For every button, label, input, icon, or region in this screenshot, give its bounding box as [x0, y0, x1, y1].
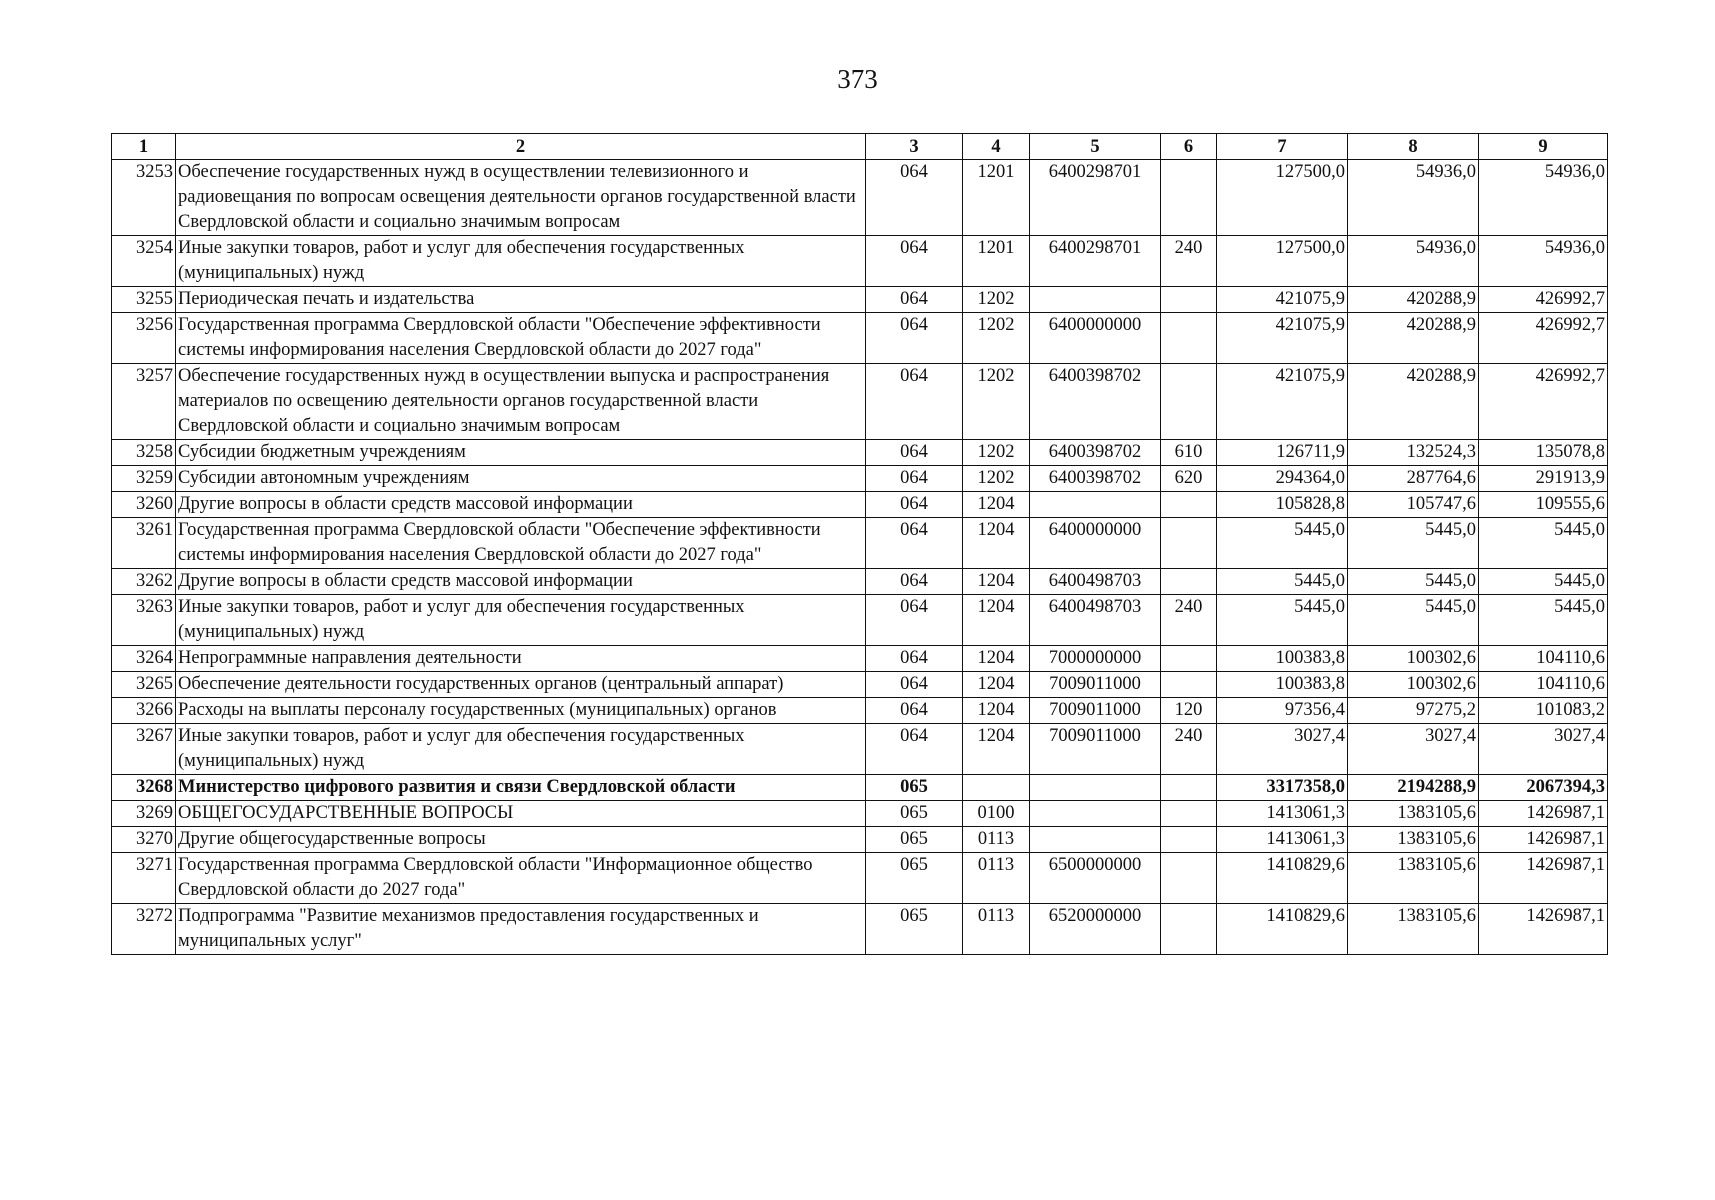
row-number-cell: 3262	[112, 569, 176, 595]
row-number-cell: 3255	[112, 287, 176, 313]
ministry-code-cell: 065	[866, 801, 963, 827]
amount-col9-cell: 54936,0	[1479, 236, 1608, 287]
amount-col9-cell: 101083,2	[1479, 698, 1608, 724]
item-name-cell: Государственная программа Свердловской области "Обеспечение эффективности системы информирования населения Свердловской области до 2027 года"	[176, 313, 866, 364]
column-header: 6	[1161, 134, 1217, 160]
column-header: 8	[1348, 134, 1479, 160]
section-code-cell: 1202	[963, 440, 1030, 466]
row-number-cell: 3257	[112, 364, 176, 440]
row-number-cell: 3256	[112, 313, 176, 364]
target-article-cell: 7009011000	[1030, 672, 1161, 698]
table-row	[112, 853, 1608, 904]
row-number-cell: 3260	[112, 492, 176, 518]
expense-type-cell: 240	[1161, 236, 1217, 287]
amount-col8-cell: 420288,9	[1348, 313, 1479, 364]
amount-col9-cell: 1426987,1	[1479, 853, 1608, 904]
target-article-cell	[1030, 775, 1161, 801]
amount-col9-cell: 104110,6	[1479, 646, 1608, 672]
amount-col8-cell: 5445,0	[1348, 569, 1479, 595]
target-article-cell: 6400498703	[1030, 569, 1161, 595]
amount-col9-cell: 3027,4	[1479, 724, 1608, 775]
section-code-cell: 1202	[963, 466, 1030, 492]
row-number-cell: 3269	[112, 801, 176, 827]
budget-table	[111, 133, 1608, 955]
target-article-cell: 6400000000	[1030, 518, 1161, 569]
target-article-cell	[1030, 492, 1161, 518]
ministry-code-cell: 064	[866, 160, 963, 236]
row-number-cell: 3272	[112, 904, 176, 955]
ministry-code-cell: 064	[866, 440, 963, 466]
item-name-cell: Непрограммные направления деятельности	[176, 646, 866, 672]
amount-col9-cell: 5445,0	[1479, 569, 1608, 595]
expense-type-cell	[1161, 672, 1217, 698]
section-code-cell: 1201	[963, 236, 1030, 287]
amount-col8-cell: 3027,4	[1348, 724, 1479, 775]
amount-col9-cell: 291913,9	[1479, 466, 1608, 492]
amount-col8-cell: 1383105,6	[1348, 827, 1479, 853]
section-code-cell: 1204	[963, 595, 1030, 646]
row-number-cell: 3268	[112, 775, 176, 801]
section-code-cell: 1204	[963, 672, 1030, 698]
expense-type-cell	[1161, 364, 1217, 440]
column-header: 2	[176, 134, 866, 160]
table-row	[112, 775, 1608, 801]
amount-col8-cell: 54936,0	[1348, 160, 1479, 236]
item-name-cell: Иные закупки товаров, работ и услуг для обеспечения государственных (муниципальных) нужд	[176, 724, 866, 775]
item-name-cell: Субсидии бюджетным учреждениям	[176, 440, 866, 466]
expense-type-cell: 240	[1161, 724, 1217, 775]
table-row	[112, 236, 1608, 287]
amount-col7-cell: 100383,8	[1217, 672, 1348, 698]
expense-type-cell: 620	[1161, 466, 1217, 492]
amount-col7-cell: 1410829,6	[1217, 853, 1348, 904]
column-header: 1	[112, 134, 176, 160]
amount-col9-cell: 426992,7	[1479, 287, 1608, 313]
ministry-code-cell: 064	[866, 646, 963, 672]
amount-col9-cell: 135078,8	[1479, 440, 1608, 466]
target-article-cell: 6400000000	[1030, 313, 1161, 364]
section-code-cell: 1201	[963, 160, 1030, 236]
amount-col8-cell: 100302,6	[1348, 646, 1479, 672]
expense-type-cell: 610	[1161, 440, 1217, 466]
row-number-cell: 3270	[112, 827, 176, 853]
expense-type-cell	[1161, 775, 1217, 801]
table-row	[112, 904, 1608, 955]
item-name-cell: Субсидии автономным учреждениям	[176, 466, 866, 492]
section-code-cell	[963, 775, 1030, 801]
expense-type-cell	[1161, 801, 1217, 827]
expense-type-cell	[1161, 160, 1217, 236]
ministry-code-cell: 064	[866, 236, 963, 287]
amount-col7-cell: 97356,4	[1217, 698, 1348, 724]
ministry-code-cell: 064	[866, 595, 963, 646]
amount-col7-cell: 1413061,3	[1217, 801, 1348, 827]
amount-col7-cell: 1413061,3	[1217, 827, 1348, 853]
expense-type-cell	[1161, 518, 1217, 569]
ministry-code-cell: 064	[866, 672, 963, 698]
item-name-cell: Периодическая печать и издательства	[176, 287, 866, 313]
row-number-cell: 3254	[112, 236, 176, 287]
column-header: 9	[1479, 134, 1608, 160]
section-code-cell: 1204	[963, 569, 1030, 595]
ministry-code-cell: 064	[866, 313, 963, 364]
amount-col9-cell: 5445,0	[1479, 518, 1608, 569]
amount-col8-cell: 2194288,9	[1348, 775, 1479, 801]
amount-col9-cell: 104110,6	[1479, 672, 1608, 698]
table-row	[112, 440, 1608, 466]
table-row	[112, 801, 1608, 827]
expense-type-cell: 120	[1161, 698, 1217, 724]
section-code-cell: 1204	[963, 492, 1030, 518]
section-code-cell: 0113	[963, 853, 1030, 904]
amount-col8-cell: 420288,9	[1348, 287, 1479, 313]
section-code-cell: 1204	[963, 646, 1030, 672]
amount-col9-cell: 1426987,1	[1479, 827, 1608, 853]
amount-col9-cell: 54936,0	[1479, 160, 1608, 236]
expense-type-cell	[1161, 287, 1217, 313]
amount-col8-cell: 1383105,6	[1348, 904, 1479, 955]
ministry-code-cell: 065	[866, 853, 963, 904]
row-number-cell: 3259	[112, 466, 176, 492]
section-code-cell: 0113	[963, 904, 1030, 955]
ministry-code-cell: 064	[866, 569, 963, 595]
table-row	[112, 160, 1608, 236]
row-number-cell: 3258	[112, 440, 176, 466]
target-article-cell: 6400398702	[1030, 466, 1161, 492]
row-number-cell: 3263	[112, 595, 176, 646]
row-number-cell: 3253	[112, 160, 176, 236]
section-code-cell: 1204	[963, 698, 1030, 724]
item-name-cell: Другие вопросы в области средств массовой информации	[176, 492, 866, 518]
ministry-code-cell: 064	[866, 698, 963, 724]
table-row	[112, 518, 1608, 569]
item-name-cell: Обеспечение государственных нужд в осуществлении телевизионного и радиовещания по вопросам освещения деятельности органов государственной власти Свердловской области и социально значимым вопросам	[176, 160, 866, 236]
section-code-cell: 1204	[963, 724, 1030, 775]
expense-type-cell	[1161, 904, 1217, 955]
amount-col7-cell: 127500,0	[1217, 160, 1348, 236]
amount-col8-cell: 1383105,6	[1348, 801, 1479, 827]
row-number-cell: 3271	[112, 853, 176, 904]
item-name-cell: Другие общегосударственные вопросы	[176, 827, 866, 853]
amount-col7-cell: 3027,4	[1217, 724, 1348, 775]
ministry-code-cell: 064	[866, 364, 963, 440]
target-article-cell	[1030, 287, 1161, 313]
target-article-cell	[1030, 801, 1161, 827]
amount-col7-cell: 100383,8	[1217, 646, 1348, 672]
ministry-code-cell: 064	[866, 466, 963, 492]
item-name-cell: ОБЩЕГОСУДАРСТВЕННЫЕ ВОПРОСЫ	[176, 801, 866, 827]
column-header: 7	[1217, 134, 1348, 160]
ministry-code-cell: 065	[866, 827, 963, 853]
table-row	[112, 672, 1608, 698]
section-code-cell: 1202	[963, 364, 1030, 440]
amount-col7-cell: 126711,9	[1217, 440, 1348, 466]
item-name-cell: Обеспечение государственных нужд в осуществлении выпуска и распространения материалов по освещению деятельности органов государственной власти Свердловской области и социально значимым вопросам	[176, 364, 866, 440]
item-name-cell: Расходы на выплаты персоналу государственных (муниципальных) органов	[176, 698, 866, 724]
amount-col7-cell: 421075,9	[1217, 364, 1348, 440]
table-row	[112, 569, 1608, 595]
ministry-code-cell: 065	[866, 904, 963, 955]
amount-col8-cell: 1383105,6	[1348, 853, 1479, 904]
amount-col7-cell: 3317358,0	[1217, 775, 1348, 801]
table-body	[112, 160, 1608, 955]
amount-col8-cell: 132524,3	[1348, 440, 1479, 466]
amount-col8-cell: 420288,9	[1348, 364, 1479, 440]
expense-type-cell	[1161, 853, 1217, 904]
amount-col7-cell: 5445,0	[1217, 569, 1348, 595]
row-number-cell: 3267	[112, 724, 176, 775]
item-name-cell: Обеспечение деятельности государственных органов (центральный аппарат)	[176, 672, 866, 698]
column-header: 5	[1030, 134, 1161, 160]
amount-col7-cell: 421075,9	[1217, 287, 1348, 313]
expense-type-cell	[1161, 646, 1217, 672]
table-row	[112, 364, 1608, 440]
column-header: 4	[963, 134, 1030, 160]
target-article-cell: 6400298701	[1030, 160, 1161, 236]
item-name-cell: Министерство цифрового развития и связи Свердловской области	[176, 775, 866, 801]
target-article-cell: 6400398702	[1030, 440, 1161, 466]
row-number-cell: 3264	[112, 646, 176, 672]
amount-col7-cell: 1410829,6	[1217, 904, 1348, 955]
expense-type-cell	[1161, 827, 1217, 853]
amount-col9-cell: 109555,6	[1479, 492, 1608, 518]
table-header-row	[112, 134, 1608, 160]
table-row	[112, 698, 1608, 724]
expense-type-cell	[1161, 313, 1217, 364]
amount-col8-cell: 105747,6	[1348, 492, 1479, 518]
section-code-cell: 0100	[963, 801, 1030, 827]
amount-col8-cell: 100302,6	[1348, 672, 1479, 698]
table-row	[112, 313, 1608, 364]
amount-col9-cell: 426992,7	[1479, 364, 1608, 440]
amount-col7-cell: 421075,9	[1217, 313, 1348, 364]
target-article-cell: 6400498703	[1030, 595, 1161, 646]
item-name-cell: Другие вопросы в области средств массовой информации	[176, 569, 866, 595]
ministry-code-cell: 064	[866, 724, 963, 775]
item-name-cell: Подпрограмма "Развитие механизмов предоставления государственных и муниципальных услуг"	[176, 904, 866, 955]
amount-col7-cell: 105828,8	[1217, 492, 1348, 518]
target-article-cell: 7000000000	[1030, 646, 1161, 672]
table-row	[112, 595, 1608, 646]
target-article-cell: 7009011000	[1030, 698, 1161, 724]
amount-col7-cell: 5445,0	[1217, 595, 1348, 646]
table-row	[112, 287, 1608, 313]
target-article-cell: 6400298701	[1030, 236, 1161, 287]
target-article-cell: 6520000000	[1030, 904, 1161, 955]
table-row	[112, 827, 1608, 853]
amount-col9-cell: 1426987,1	[1479, 904, 1608, 955]
amount-col8-cell: 5445,0	[1348, 595, 1479, 646]
expense-type-cell: 240	[1161, 595, 1217, 646]
column-header: 3	[866, 134, 963, 160]
item-name-cell: Государственная программа Свердловской области "Информационное общество Свердловской области до 2027 года"	[176, 853, 866, 904]
target-article-cell	[1030, 827, 1161, 853]
section-code-cell: 1202	[963, 313, 1030, 364]
table-row	[112, 646, 1608, 672]
amount-col8-cell: 5445,0	[1348, 518, 1479, 569]
table-row	[112, 724, 1608, 775]
item-name-cell: Иные закупки товаров, работ и услуг для обеспечения государственных (муниципальных) нужд	[176, 236, 866, 287]
amount-col8-cell: 287764,6	[1348, 466, 1479, 492]
table-row	[112, 492, 1608, 518]
amount-col9-cell: 5445,0	[1479, 595, 1608, 646]
row-number-cell: 3266	[112, 698, 176, 724]
item-name-cell: Государственная программа Свердловской области "Обеспечение эффективности системы информирования населения Свердловской области до 2027 года"	[176, 518, 866, 569]
amount-col8-cell: 54936,0	[1348, 236, 1479, 287]
section-code-cell: 0113	[963, 827, 1030, 853]
page-number: 373	[837, 64, 878, 94]
expense-type-cell	[1161, 492, 1217, 518]
amount-col9-cell: 426992,7	[1479, 313, 1608, 364]
expense-type-cell	[1161, 569, 1217, 595]
amount-col7-cell: 294364,0	[1217, 466, 1348, 492]
target-article-cell: 7009011000	[1030, 724, 1161, 775]
amount-col9-cell: 1426987,1	[1479, 801, 1608, 827]
section-code-cell: 1204	[963, 518, 1030, 569]
target-article-cell: 6500000000	[1030, 853, 1161, 904]
table-row	[112, 466, 1608, 492]
ministry-code-cell: 064	[866, 518, 963, 569]
section-code-cell: 1202	[963, 287, 1030, 313]
item-name-cell: Иные закупки товаров, работ и услуг для обеспечения государственных (муниципальных) нужд	[176, 595, 866, 646]
amount-col7-cell: 127500,0	[1217, 236, 1348, 287]
ministry-code-cell: 065	[866, 775, 963, 801]
ministry-code-cell: 064	[866, 287, 963, 313]
amount-col9-cell: 2067394,3	[1479, 775, 1608, 801]
amount-col8-cell: 97275,2	[1348, 698, 1479, 724]
ministry-code-cell: 064	[866, 492, 963, 518]
target-article-cell: 6400398702	[1030, 364, 1161, 440]
row-number-cell: 3261	[112, 518, 176, 569]
amount-col7-cell: 5445,0	[1217, 518, 1348, 569]
row-number-cell: 3265	[112, 672, 176, 698]
